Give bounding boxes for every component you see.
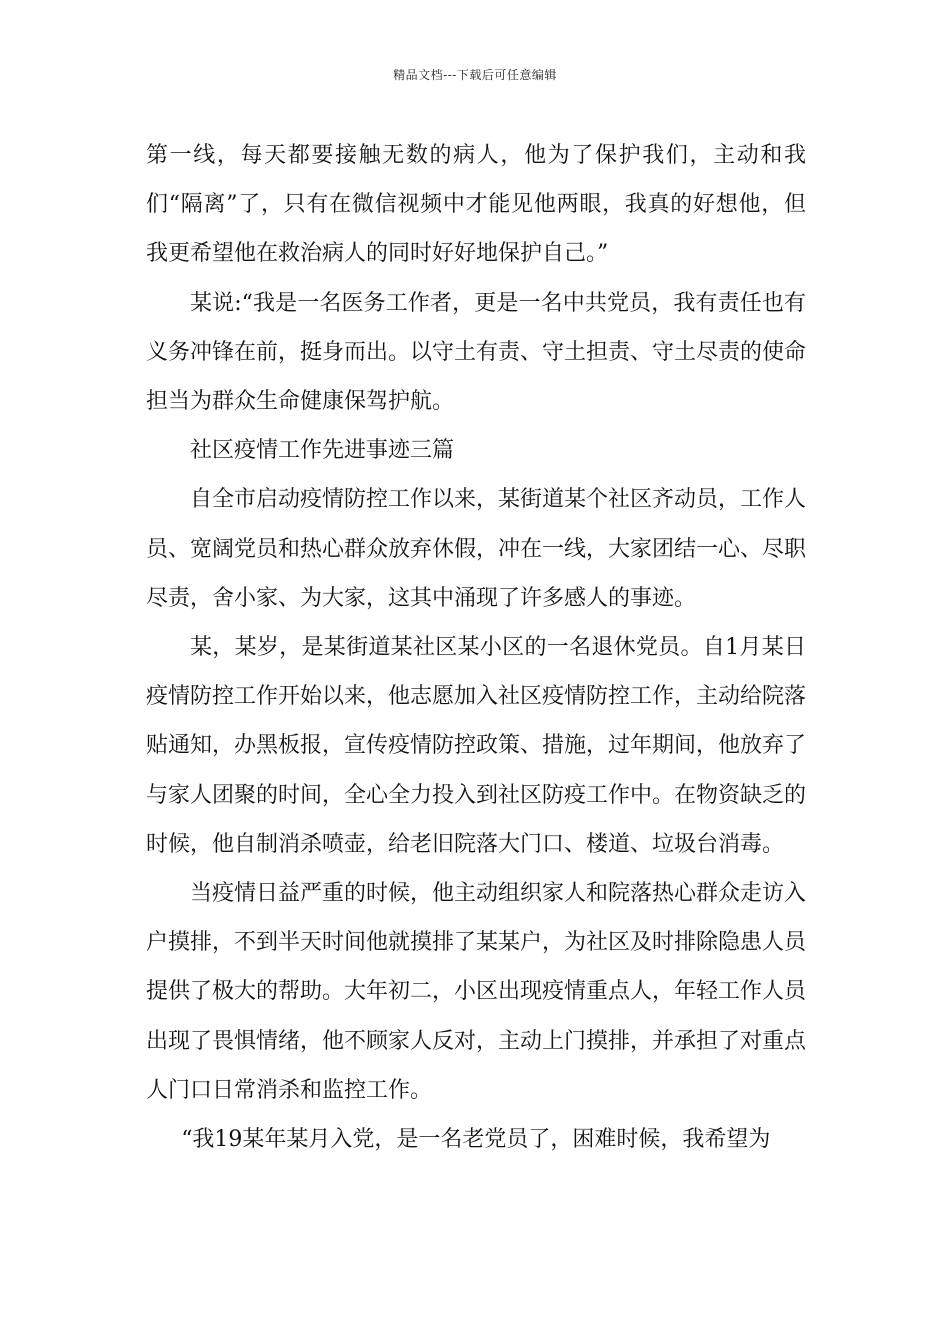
paragraph: 某说:“我是一名医务工作者，更是一名中共党员，我有责任也有义务冲锋在前，挺身而出。以守土有责、守土担责、守土尽责的使命担当为群众生命健康保驾护航。 <box>146 290 807 415</box>
paragraph-continuation: 第一线，每天都要接触无数的病人，他为了保护我们，主动和我们“隔离”了，只有在微信视频中才能见他两眼，我真的好想他，但我更希望他在救治病人的同时好好地保护自己。” <box>146 143 806 267</box>
paragraph: 当疫情日益严重的时候，他主动组织家人和院落热心群众走访入户摸排，不到半天时间他就摸排了某某户，为社区及时排除隐患人员提供了极大的帮助。大年初二，小区出现疫情重点人，年轻工作人员出现了畏惧情绪，他不顾家人反对，主动上门摸排，并承担了对重点人门口日常消杀和监控工作。 <box>146 881 807 1103</box>
page-header: 精品文档---下载后可任意编辑 <box>393 68 557 82</box>
paragraph: 某，某岁，是某街道某社区某小区的一名退休党员。自1月某日疫情防控工作开始以来，他志愿加入社区疫情防控工作，主动给院落贴通知，办黑板报，宣传疫情防控政策、措施，过年期间，他放弃了与家人团聚的时间，全心全力投入到社区防疫工作中。在物资缺乏的时候，他自制消杀喷壶，给老旧院落大门口、楼道、垃圾台消毒。 <box>146 635 807 857</box>
paragraph: “我19某年某月入党，是一名老党员了，困难时候，我希望为 <box>181 1127 771 1153</box>
paragraph: 自全市启动疫情防控工作以来，某街道某个社区齐动员，工作人员、宽阔党员和热心群众放弃休假，冲在一线，大家团结一心、尽职尽责，舍小家、为大家，这其中涌现了许多感人的事迹。 <box>146 487 807 611</box>
document-body <box>146 131 806 1164</box>
section-heading: 社区疫情工作先进事迹三篇 <box>190 438 455 464</box>
